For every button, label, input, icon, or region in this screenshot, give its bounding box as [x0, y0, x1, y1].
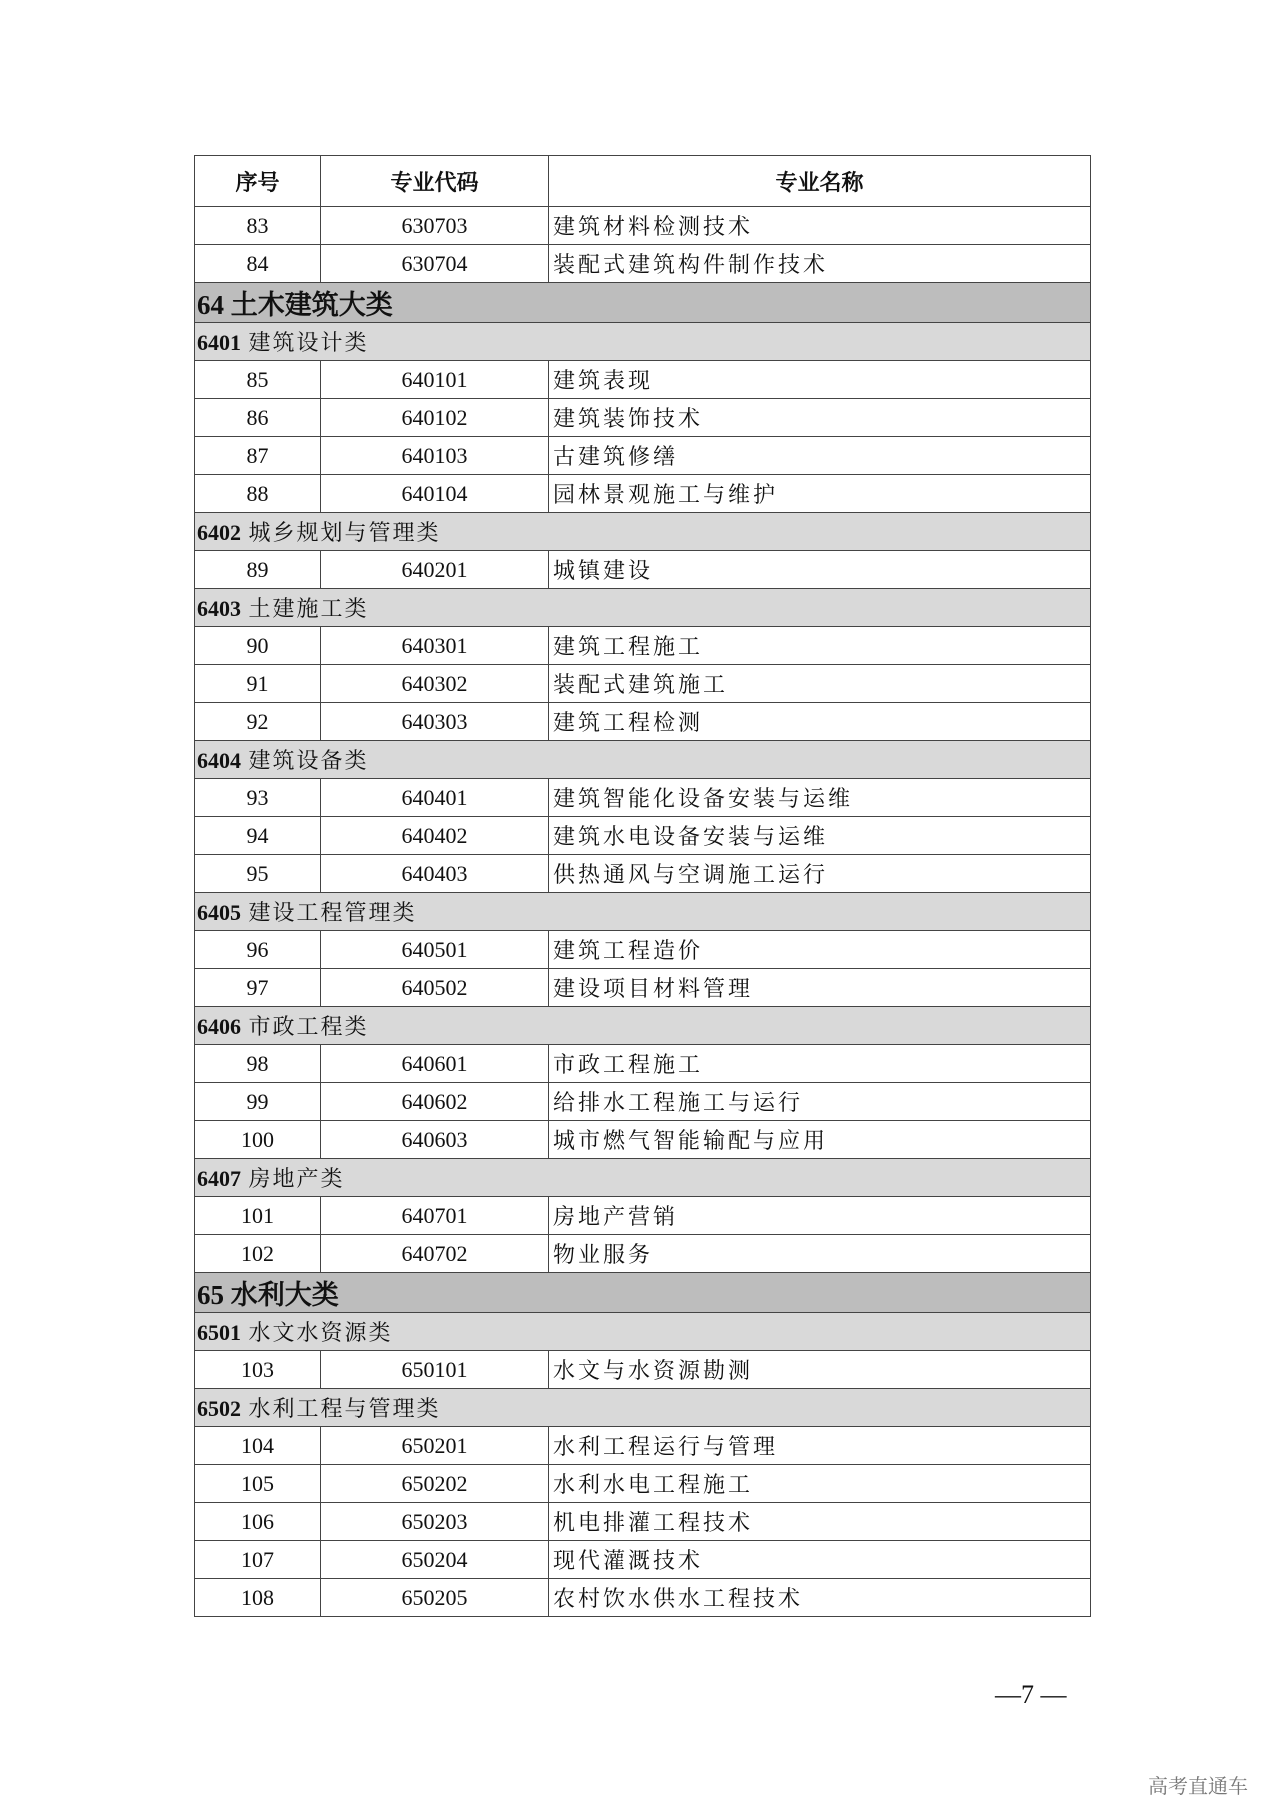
subcategory-label: 土建施工类	[248, 596, 369, 621]
seq-cell: 98	[195, 1045, 321, 1083]
seq-cell: 91	[195, 665, 321, 703]
subcategory-cell	[195, 513, 1091, 551]
code-cell: 650203	[321, 1503, 549, 1541]
subcategory-row	[195, 1313, 1091, 1351]
code-cell: 640201	[321, 551, 549, 589]
table-row	[195, 361, 1091, 399]
seq-cell: 92	[195, 703, 321, 741]
table-row	[195, 245, 1091, 283]
name-cell: 水文与水资源勘测	[549, 1351, 1091, 1389]
subcategory-label: 水利工程与管理类	[248, 1396, 441, 1421]
seq-cell: 103	[195, 1351, 321, 1389]
subcategory-code: 6403	[197, 596, 241, 621]
seq-cell: 97	[195, 969, 321, 1007]
code-cell: 650202	[321, 1465, 549, 1503]
category-label: 64 土木建筑大类	[195, 283, 1091, 323]
header-code: 专业代码	[321, 156, 549, 207]
table-row	[195, 1465, 1091, 1503]
table-header	[195, 156, 1091, 207]
code-cell: 640601	[321, 1045, 549, 1083]
subcategory-row	[195, 741, 1091, 779]
subcategory-label: 城乡规划与管理类	[248, 520, 441, 545]
seq-cell: 88	[195, 475, 321, 513]
code-cell: 640401	[321, 779, 549, 817]
code-cell: 640301	[321, 627, 549, 665]
table-row	[195, 1083, 1091, 1121]
subcategory-code: 6401	[197, 330, 241, 355]
subcategory-label: 水文水资源类	[248, 1320, 393, 1345]
seq-cell: 96	[195, 931, 321, 969]
table-row	[195, 969, 1091, 1007]
seq-cell: 105	[195, 1465, 321, 1503]
code-cell: 630704	[321, 245, 549, 283]
name-cell: 装配式建筑构件制作技术	[549, 245, 1091, 283]
seq-cell: 83	[195, 207, 321, 245]
seq-cell: 94	[195, 817, 321, 855]
seq-cell: 104	[195, 1427, 321, 1465]
code-cell: 640102	[321, 399, 549, 437]
name-cell: 建设项目材料管理	[549, 969, 1091, 1007]
code-cell: 650101	[321, 1351, 549, 1389]
seq-cell: 107	[195, 1541, 321, 1579]
subcategory-label: 建设工程管理类	[248, 900, 417, 925]
name-cell: 建筑工程造价	[549, 931, 1091, 969]
seq-cell: 86	[195, 399, 321, 437]
subcategory-label: 市政工程类	[248, 1014, 369, 1039]
seq-cell: 85	[195, 361, 321, 399]
name-cell: 城镇建设	[549, 551, 1091, 589]
subcategory-row	[195, 1159, 1091, 1197]
code-cell: 640502	[321, 969, 549, 1007]
subcategory-code: 6402	[197, 520, 241, 545]
seq-cell: 100	[195, 1121, 321, 1159]
header-seq: 序号	[195, 156, 321, 207]
code-cell: 630703	[321, 207, 549, 245]
name-cell: 园林景观施工与维护	[549, 475, 1091, 513]
subcategory-cell	[195, 893, 1091, 931]
seq-cell: 108	[195, 1579, 321, 1617]
table-row	[195, 1579, 1091, 1617]
seq-cell: 84	[195, 245, 321, 283]
table-row	[195, 703, 1091, 741]
table-row	[195, 931, 1091, 969]
table-row	[195, 1351, 1091, 1389]
subcategory-label: 建筑设计类	[248, 330, 369, 355]
name-cell: 农村饮水供水工程技术	[549, 1579, 1091, 1617]
table-row	[195, 1197, 1091, 1235]
seq-cell: 99	[195, 1083, 321, 1121]
table-row	[195, 1503, 1091, 1541]
subcategory-cell	[195, 323, 1091, 361]
subcategory-row	[195, 893, 1091, 931]
subcategory-label: 建筑设备类	[248, 748, 369, 773]
code-cell: 640403	[321, 855, 549, 893]
subcategory-code: 6404	[197, 748, 241, 773]
table-row	[195, 817, 1091, 855]
name-cell: 建筑材料检测技术	[549, 207, 1091, 245]
code-cell: 640302	[321, 665, 549, 703]
code-cell: 640101	[321, 361, 549, 399]
seq-cell: 102	[195, 1235, 321, 1273]
code-cell: 640103	[321, 437, 549, 475]
name-cell: 物业服务	[549, 1235, 1091, 1273]
subcategory-label: 房地产类	[248, 1166, 345, 1191]
code-cell: 640702	[321, 1235, 549, 1273]
subcategory-code: 6406	[197, 1014, 241, 1039]
subcategory-row	[195, 513, 1091, 551]
subcategory-cell	[195, 1007, 1091, 1045]
table-row	[195, 1045, 1091, 1083]
table-row	[195, 399, 1091, 437]
code-cell: 640402	[321, 817, 549, 855]
name-cell: 建筑水电设备安装与运维	[549, 817, 1091, 855]
table-row	[195, 551, 1091, 589]
table-row	[195, 207, 1091, 245]
name-cell: 装配式建筑施工	[549, 665, 1091, 703]
category-label: 65 水利大类	[195, 1273, 1091, 1313]
name-cell: 城市燃气智能输配与应用	[549, 1121, 1091, 1159]
watermark: 高考直通车	[1148, 1774, 1248, 1798]
seq-cell: 93	[195, 779, 321, 817]
subcategory-code: 6502	[197, 1396, 241, 1421]
code-cell: 640602	[321, 1083, 549, 1121]
subcategory-row	[195, 589, 1091, 627]
code-cell: 640303	[321, 703, 549, 741]
name-cell: 建筑表现	[549, 361, 1091, 399]
code-cell: 650201	[321, 1427, 549, 1465]
table-row	[195, 627, 1091, 665]
table-row	[195, 779, 1091, 817]
subcategory-row	[195, 1007, 1091, 1045]
name-cell: 建筑工程检测	[549, 703, 1091, 741]
table-row	[195, 437, 1091, 475]
subcategory-cell	[195, 1313, 1091, 1351]
subcategory-cell	[195, 589, 1091, 627]
name-cell: 市政工程施工	[549, 1045, 1091, 1083]
subcategory-cell	[195, 1389, 1091, 1427]
name-cell: 水利工程运行与管理	[549, 1427, 1091, 1465]
table-row	[195, 1235, 1091, 1273]
table-row	[195, 665, 1091, 703]
header-name: 专业名称	[549, 156, 1091, 207]
name-cell: 建筑智能化设备安装与运维	[549, 779, 1091, 817]
subcategory-cell	[195, 741, 1091, 779]
subcategory-code: 6407	[197, 1166, 241, 1191]
name-cell: 给排水工程施工与运行	[549, 1083, 1091, 1121]
name-cell: 建筑工程施工	[549, 627, 1091, 665]
code-cell: 650205	[321, 1579, 549, 1617]
seq-cell: 101	[195, 1197, 321, 1235]
table-row	[195, 475, 1091, 513]
subcategory-code: 6501	[197, 1320, 241, 1345]
code-cell: 640701	[321, 1197, 549, 1235]
name-cell: 机电排灌工程技术	[549, 1503, 1091, 1541]
code-cell: 640501	[321, 931, 549, 969]
code-cell: 650204	[321, 1541, 549, 1579]
table-row	[195, 1541, 1091, 1579]
seq-cell: 95	[195, 855, 321, 893]
code-cell: 640104	[321, 475, 549, 513]
name-cell: 水利水电工程施工	[549, 1465, 1091, 1503]
name-cell: 供热通风与空调施工运行	[549, 855, 1091, 893]
majors-table	[194, 155, 1091, 1617]
table-row	[195, 855, 1091, 893]
subcategory-cell	[195, 1159, 1091, 1197]
seq-cell: 87	[195, 437, 321, 475]
seq-cell: 106	[195, 1503, 321, 1541]
subcategory-code: 6405	[197, 900, 241, 925]
name-cell: 古建筑修缮	[549, 437, 1091, 475]
name-cell: 现代灌溉技术	[549, 1541, 1091, 1579]
subcategory-row	[195, 323, 1091, 361]
page-number: —7 —	[995, 1680, 1067, 1709]
seq-cell: 89	[195, 551, 321, 589]
category-row	[195, 1273, 1091, 1313]
category-row	[195, 283, 1091, 323]
name-cell: 建筑装饰技术	[549, 399, 1091, 437]
table-row	[195, 1427, 1091, 1465]
name-cell: 房地产营销	[549, 1197, 1091, 1235]
table-row	[195, 1121, 1091, 1159]
seq-cell: 90	[195, 627, 321, 665]
code-cell: 640603	[321, 1121, 549, 1159]
subcategory-row	[195, 1389, 1091, 1427]
